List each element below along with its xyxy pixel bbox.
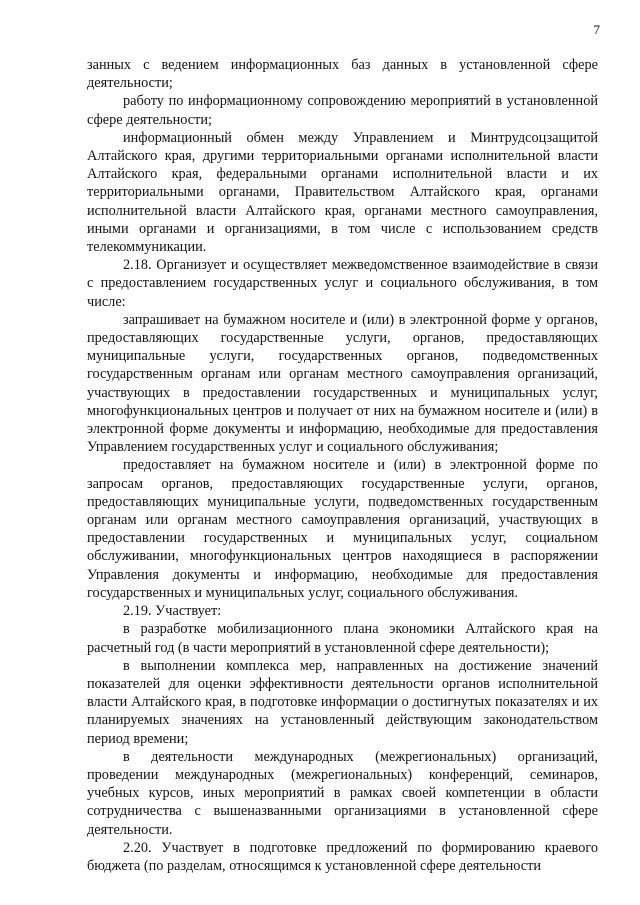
paragraph-mobilization-plan: в разработке мобилизационного плана экономики Алтайского края на расчетный год (в части мероприятий в установленной сфере деятельности);	[87, 621, 598, 656]
document-body	[87, 56, 598, 875]
paragraph-efficiency-measures: в выполнении комплекса мер, направленных на достижение значений показателей для оценки эффективности деятельности органов исполнительной власти Алтайского края, в подготовке информации о достигнутых показателях и их планируемых значениях на установленный действующим законодательством период времени;	[87, 657, 598, 747]
page-number: 7	[593, 22, 600, 37]
paragraph-provides: предоставляет на бумажном носителе и (или) в электронной форме по запросам органов, предоставляющих государственные услуги, органов, предоставляющих муниципальные услуги, подведомственных государственным органам или органам местного самоуправления организаций, участвующих в предоставлении государственных и муниципальных услуг, социальном обслуживании, многофункциональных центров находящиеся в распоряжении Управления документы и информацию, необходимые для предоставления государственных и муниципальных услуг, социального обслуживания.	[87, 457, 598, 601]
paragraph-international: в деятельности международных (межрегиональных) организаций, проведении международных (межрегиональных) конференций, семинаров, учебных курсов, иных мероприятий в рамках своей компетенции в области сотрудничества с вышеназванными организациями в установленной сфере деятельности.	[87, 748, 598, 838]
paragraph-continuation: занных с ведением информационных баз данных в установленной сфере деятельности;	[87, 57, 598, 92]
paragraph-2-18: 2.18. Организует и осуществляет межведомственное взаимодействие в связи с предоставлением государственных услуг и социального обслуживания, в том числе:	[87, 257, 598, 310]
paragraph-requests: запрашивает на бумажном носителе и (или) в электронной форме у органов, предоставляющих государственные услуги, органов, предоставляющих муниципальные услуги, государственных органов, подведомственных государственным органам или органам местного самоуправления организаций, участвующих в предоставлении государственных и муниципальных услуг, многофункциональных центров и получает от них на бумажном носителе и (или) в электронной форме документы и информацию, необходимые для предоставления Управлением государственных услуг и социального обслуживания;	[87, 311, 598, 456]
paragraph-info-support: работу по информационному сопровождению мероприятий в установленной сфере деятельности;	[87, 93, 598, 128]
paragraph-2-19: 2.19. Участвует:	[123, 603, 222, 620]
paragraph-2-20: 2.20. Участвует в подготовке предложений по формированию краевого бюджета (по разделам, относящимся к установленной сфере деятельности	[87, 839, 598, 874]
paragraph-info-exchange: информационный обмен между Управлением и Минтрудсоцзащитой Алтайского края, другими территориальными органами исполнительной власти Алтайского края, федеральными органами исполнительной власти и их территориальными органами, Правительством Алтайского края, органами исполнительной власти Алтайского края, органами местного самоуправления, иными органами и организациями, в том числе с использованием средств телекоммуникации.	[87, 129, 598, 256]
